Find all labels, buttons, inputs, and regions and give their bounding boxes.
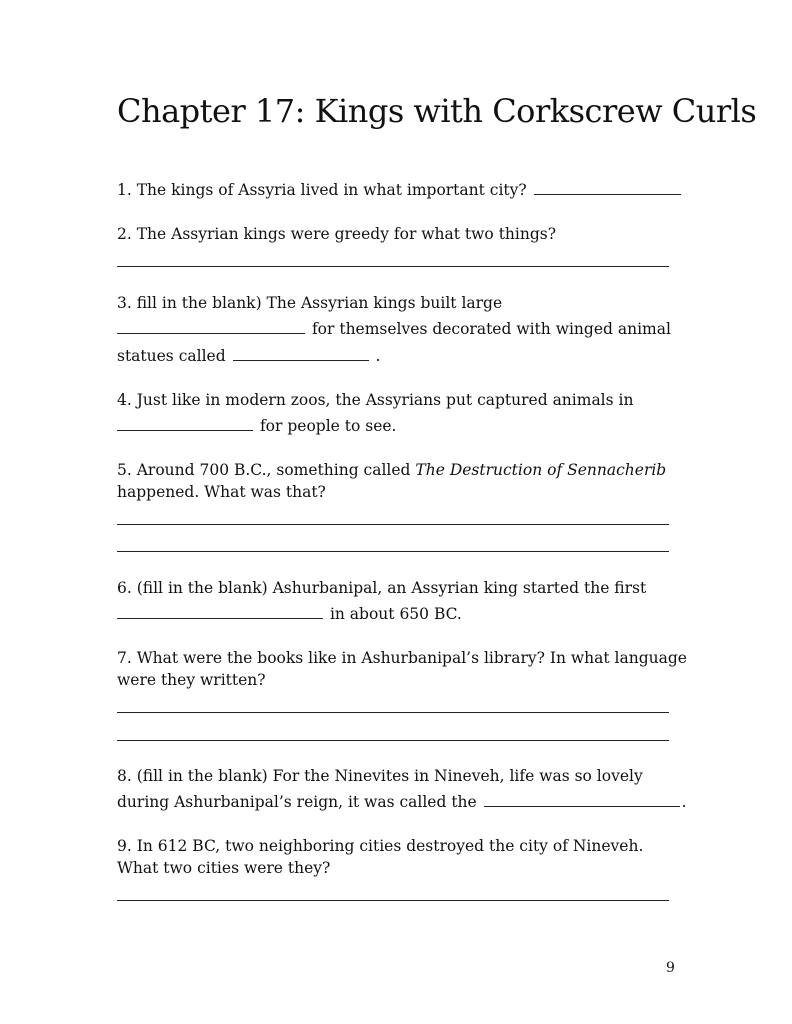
question-8-text: 8. (fill in the blank) For the Ninevites in Nineveh, life was so lovely [117,767,643,785]
question-3-line-2 [117,318,671,340]
question-9 [117,835,673,879]
question-7-text-2: were they written? [117,671,266,689]
question-1-text: 1. The kings of Assyria lived in what important city? [117,181,527,199]
question-5-title: The Destruction of Sennacherib [415,461,667,479]
chapter-title: Chapter 17: Kings with Corkscrew Curls [117,92,757,130]
question-6-line-2 [117,603,462,625]
question-8 [117,765,687,815]
question-3-text-3: statues called [117,347,226,365]
question-8-text-3: . [681,793,687,811]
answer-blank[interactable] [484,791,680,807]
question-6 [117,577,673,627]
answer-blank[interactable] [117,318,305,334]
question-4-text: 4. Just like in modern zoos, the Assyrians put captured animals in [117,391,634,409]
question-7-text: 7. What were the books like in Ashurbanipal’s library? In what language [117,649,687,667]
answer-line[interactable] [117,266,669,267]
question-3 [117,292,673,372]
question-3-line-3 [117,345,380,367]
question-7 [117,647,687,691]
page-number: 9 [666,960,675,976]
question-6-text-2: in about 650 BC. [329,605,462,623]
question-9-text-2: What two cities were they? [117,859,331,877]
question-8-text-2: during Ashurbanipal’s reign, it was called the [117,793,477,811]
question-6-text: 6. (fill in the blank) Ashurbanipal, an Assyrian king started the first [117,579,647,597]
question-2 [117,223,673,245]
question-4-line-2 [117,415,396,437]
answer-blank[interactable] [233,345,369,361]
question-5-text: 5. Around 700 B.C., something called [117,461,416,479]
answer-line[interactable] [117,740,669,741]
question-2-text: 2. The Assyrian kings were greedy for what two things? [117,225,557,243]
question-3-text: 3. fill in the blank) The Assyrian kings built large [117,294,503,312]
answer-line[interactable] [117,524,669,525]
answer-line[interactable] [117,900,669,901]
answer-blank[interactable] [534,179,681,195]
answer-line[interactable] [117,551,669,552]
question-9-text: 9. In 612 BC, two neighboring cities destroyed the city of Nineveh. [117,837,644,855]
question-3-text-2: for themselves decorated with winged animal [311,320,671,338]
answer-line[interactable] [117,712,669,713]
question-4 [117,389,673,439]
question-4-text-2: for people to see. [259,417,397,435]
question-8-line-2 [117,791,687,813]
question-5-text-2: happened. What was that? [117,483,326,501]
question-1 [117,179,673,201]
answer-blank[interactable] [117,415,253,431]
answer-blank[interactable] [117,603,323,619]
question-3-text-4: . [375,347,381,365]
question-5 [117,459,673,503]
